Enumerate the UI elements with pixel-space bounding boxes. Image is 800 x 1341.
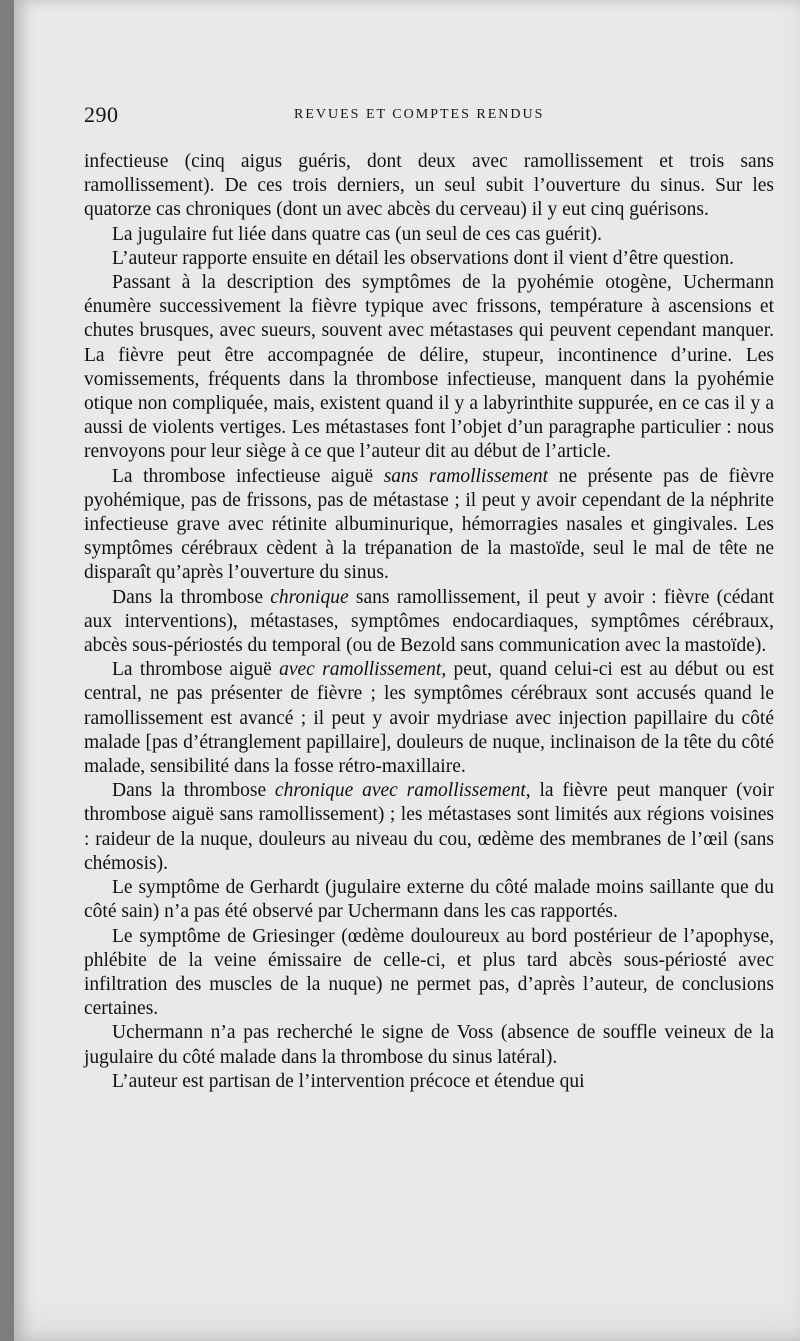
text-segment: La thrombose aiguë: [112, 659, 280, 681]
text-segment: infectieuse (cinq aigus guéris, dont deux avec ramollissement et trois sans ramollissement). De ces trois derniers, un seul subit l’ouverture du sinus. Sur les quatorze cas chroniques (dont un avec abcès du cerveau) il y eut cinq guérisons.: [84, 151, 774, 221]
paragraph: [84, 876, 774, 924]
text-segment: Le symptôme de Griesinger (œdème douloureux au bord postérieur de l’apophyse, phlébite de la veine émissaire de celle-ci, et plus tard abcès sous-périosté avec infiltration des muscles de la nuque) ne permet pas, d’après l’auteur, de conclusions certaines.: [84, 925, 774, 1020]
article-body: [84, 150, 774, 1094]
text-segment: Le symptôme de Gerhardt (jugulaire externe du côté malade moins saillante que du côté sain) n’a pas été observé par Uchermann dans les cas rapportés.: [84, 877, 774, 923]
page-number: 290: [84, 102, 119, 127]
text-segment: , la fièvre peut manquer (voir thrombose aiguë sans ramollissement) ; les métastases sont limités aux régions voisines : raideur de la nuque, douleurs au niveau du cou, œdème des membranes de l’œil (sans chémosis).: [84, 780, 774, 874]
text-segment: , peut, quand celui-ci est au début ou est central, ne pas présenter de fièvre ; les symptômes cérébraux sont accusés quand le ramollissement est avancé ; il peut y avoir mydriase avec injection papillaire du côté malade [pas d’étranglement papillaire], douleurs de nuque, inclinaison de la tête du côté malade, sensibilité dans la fosse rétro-maxillaire.: [84, 659, 774, 778]
book-page: [14, 0, 800, 1341]
italic-segment: chronique: [270, 586, 349, 608]
paragraph: [84, 779, 774, 876]
text-segment: La jugulaire fut liée dans quatre cas (un seul de ces cas guérit).: [112, 223, 603, 245]
paragraph: [84, 271, 774, 465]
text-segment: L’auteur rapporte ensuite en détail les observations dont il vient d’être question.: [112, 247, 735, 269]
text-segment: L’auteur est partisan de l’intervention précoce et étendue qui: [112, 1070, 585, 1092]
running-head: REVUES ET COMPTES RENDUS: [294, 107, 545, 122]
paragraph: [84, 150, 774, 223]
text-segment: Passant à la description des symptômes de la pyohémie otogène, Uchermann énumère successivement la fièvre typique avec frissons, température à ascensions et chutes brusques, avec sueurs, souvent avec métastases qui peuvent cependant manquer. La fièvre peut être accompagnée de délire, stupeur, incontinence d’urine. Les vomissements, fréquents dans la thrombose infectieuse, manquent dans la pyohémie otique non compliquée, mais, existent quand il y a labyrinthite suppurée, en ce cas il y a aussi de violents vertiges. Les métastases font l’objet d’un paragraphe particulier : nous renvoyons pour leur siège à ce que l’auteur dit au début de l’article.: [84, 272, 774, 463]
italic-segment: chronique avec ramollissement: [274, 780, 526, 802]
text-segment: La thrombose infectieuse aiguë: [112, 465, 384, 487]
paragraph: [84, 1070, 774, 1094]
text-segment: Dans la thrombose: [112, 586, 271, 608]
paragraph: [84, 658, 774, 779]
italic-segment: sans ramollissement: [383, 465, 549, 487]
text-segment: Uchermann n’a pas recherché le signe de Voss (absence de souffle veineux de la jugulaire du côté malade dans la thrombose du sinus latéral).: [84, 1022, 774, 1068]
text-segment: Dans la thrombose: [112, 780, 275, 802]
page-header: [84, 102, 764, 132]
paragraph: [84, 1021, 774, 1069]
paragraph: [84, 465, 774, 586]
paragraph: [84, 247, 774, 271]
text-segment: sans ramollissement, il peut y avoir : fièvre (cédant aux interventions), métastases, symptômes endocardiaques, symptômes cérébraux, abcès sous-périostés du temporal (ou de Bezold sans communication avec la mastoïde).: [84, 586, 774, 657]
paragraph: [84, 925, 774, 1022]
paragraph: [84, 586, 774, 659]
italic-segment: avec ramollissement: [279, 659, 442, 681]
text-segment: ne présente pas de fièvre pyohémique, pas de frissons, pas de métastase ; il peut y avoir cependant de la néphrite infectieuse grave avec rétinite albuminurique, hémorragies nasales et gingivales. Les symptômes cérébraux cèdent à la trépanation de la mastoïde, seul le mal de tête ne disparaît qu’après l’ouverture du sinus.: [84, 465, 774, 584]
paragraph: [84, 223, 774, 247]
